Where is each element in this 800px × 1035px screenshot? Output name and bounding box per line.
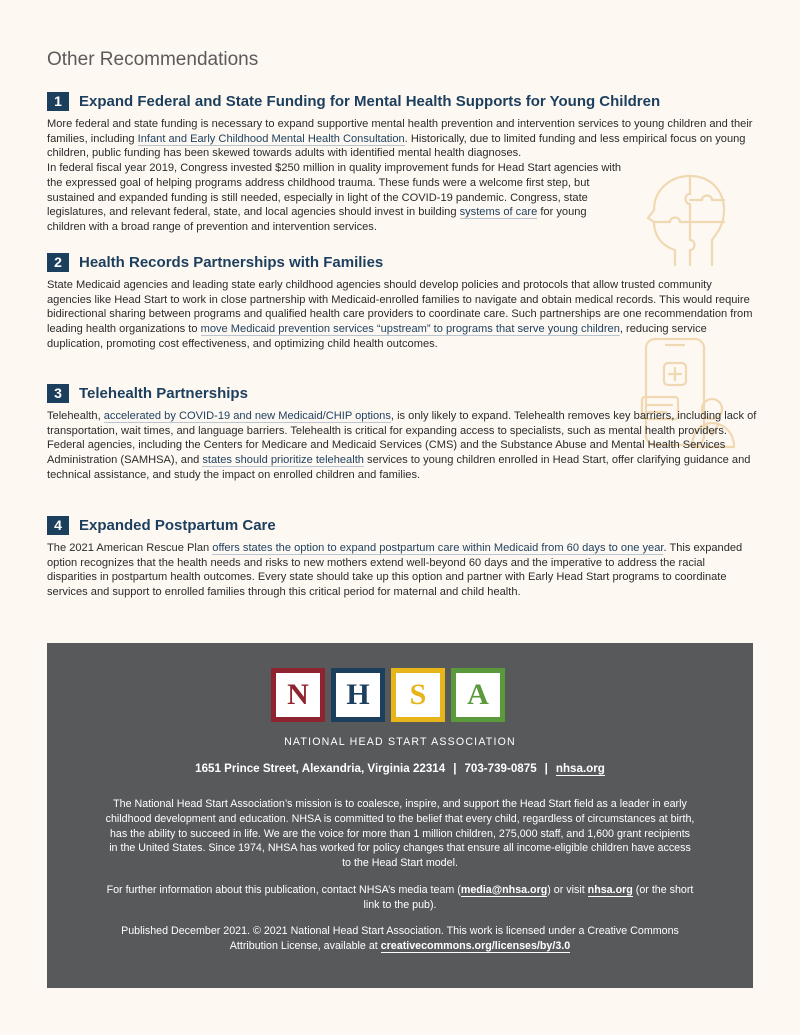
phone-number: 703-739-0875 — [464, 762, 537, 775]
publication-info: Published December 2021. © 2021 National Head Start Association. This work is licensed under a Creative Commons Attribution License, available at creativecommons.org/licenses/by/3.0 — [121, 925, 679, 952]
section-title: Health Records Partnerships with Families — [79, 253, 384, 271]
nhsa-logo — [274, 671, 502, 719]
medicaid-upstream-link[interactable]: move Medicaid prevention services “upstream” to programs that serve young children — [200, 323, 620, 336]
section-telehealth — [47, 383, 757, 483]
logo-block-s: S — [394, 671, 442, 719]
contact-info: For further information about this publication, contact NHSA’s media team (media@nhsa.org) or visit nhsa.org (or the short link to the pub). — [106, 884, 694, 911]
section-number-badge: 3 — [47, 384, 69, 403]
section-paragraph: More federal and state funding is necessary to expand supportive mental health prevention and intervention services to young children and their families, including Infant and Early Childhood Mental Health Consultation. Historically, due to limited funding and less empirical focus on young children, public funding has been skewed towards adults with identified mental health diagnoses. — [47, 118, 753, 160]
section-paragraph: In federal fiscal year 2019, Congress invested $250 million in quality improvement funds for Head Start agencies with the expressed goal of helping programs address childhood trauma. These funds were a welcome first step, but sustained and expanded funding is still needed, especially in light of the COVID-19 pandemic. Congress, state legislatures, and relevant federal, state, and local agencies should invest in building systems of care for young children with a broad range of prevention and intervention services. — [47, 162, 622, 233]
mission-statement: The National Head Start Association’s mission is to coalesce, inspire, and support the Head Start field as a leader in early childhood development and education. NHSA is committed to the belief that every child, regardless of circumstances at birth, has the ability to succeed in life. We are the voice for more than 1 million children, 275,000 staff, and 1,600 grant recipients in the United States. Since 1974, NHSA has worked for policy changes that ensure all income-eligible children have access to the Head Start model. — [105, 798, 695, 870]
iecmhc-link[interactable]: Infant and Early Childhood Mental Health Consultation — [137, 132, 405, 145]
section-paragraph: Telehealth, accelerated by COVID-19 and new Medicaid/CHIP options, is only likely to expand. Telehealth removes key barriers, including lack of transportation, wait times, and language barriers. Telehealth is critical for expanding access to specialists, such as mental health providers. Federal agencies, including the Centers for Medicare and Medicaid Services (CMS) and the Substance Abuse and Mental Health Services Administration (SAMHSA), and states should prioritize telehealth services to young children enrolled in Head Start, offer clarifying guidance and technical assistance, and study the impact on enrolled children and families. — [47, 410, 757, 481]
postpartum-medicaid-link[interactable]: offers states the option to expand postpartum care within Medicaid from 60 days to one year — [212, 542, 664, 554]
section-title: Expanded Postpartum Care — [79, 516, 276, 534]
section-paragraph: The 2021 American Rescue Plan offers states the option to expand postpartum care within Medicaid from 60 days to one year. This expanded option recognizes that the health needs and risks to new mothers extend well-beyond 60 days and the imperative to address the racial disparities in postpartum health outcomes. Every state should take up this option and partner with Early Head Start programs to coordinate services and support to enrolled families through this critical period for maternal and child health. — [47, 542, 743, 599]
logo-block-a: A — [454, 671, 502, 719]
email-link[interactable]: media@nhsa.org — [460, 884, 548, 896]
logo-block-n: N — [274, 671, 322, 719]
section-postpartum — [47, 515, 757, 600]
section-title: Expand Federal and State Funding for Mental Health Supports for Young Children — [79, 92, 661, 110]
section-number-badge: 1 — [47, 92, 69, 111]
page-title: Other Recommendations — [47, 49, 259, 70]
footer — [47, 643, 753, 988]
contact-line: 1651 Prince Street, Alexandria, Virginia 22314 | 703-739-0875 | nhsa.org — [195, 762, 605, 775]
license-link[interactable]: creativecommons.org/licenses/by/3.0 — [380, 939, 571, 952]
association-name: NATIONAL HEAD START ASSOCIATION — [284, 736, 516, 748]
street-address: 1651 Prince Street, Alexandria, Virginia 22314 — [195, 762, 446, 775]
website-link[interactable]: nhsa.org — [555, 762, 605, 775]
section-paragraph: State Medicaid agencies and leading state early childhood agencies should develop policies and protocols that allow trusted community agencies like Head Start to work in close partnership with Medicaid-enrolled families to navigate and obtain medical records. This would require bidirectional sharing between programs and qualified health care providers to coordinate care. Such partnerships are one recommendation from leading health organizations to move Medicaid prevention services “upstream” to programs that serve young children, reducing service duplication, promoting cost effectiveness, and optimizing child health outcomes. — [47, 279, 753, 350]
section-number-badge: 2 — [47, 253, 69, 272]
systems-of-care-link[interactable]: systems of care — [459, 206, 538, 219]
section-title: Telehealth Partnerships — [79, 384, 248, 402]
logo-block-h: H — [334, 671, 382, 719]
section-number-badge: 4 — [47, 516, 69, 535]
covid-medicaid-chip-link[interactable]: accelerated by COVID-19 and new Medicaid/CHIP options — [103, 410, 391, 422]
site-link[interactable]: nhsa.org — [587, 884, 633, 896]
prioritize-telehealth-link[interactable]: states should prioritize telehealth — [202, 454, 364, 467]
